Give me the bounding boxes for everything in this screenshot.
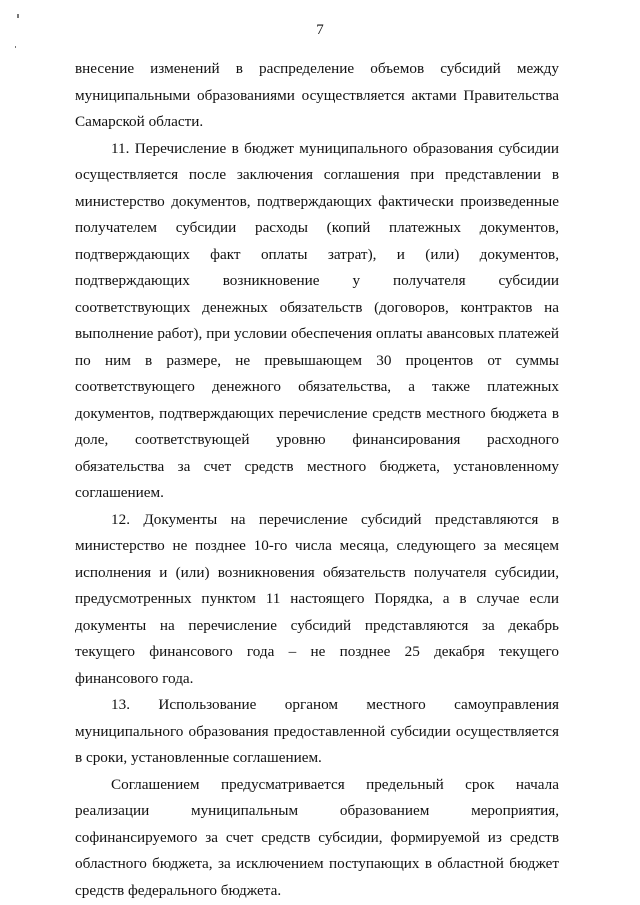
paragraph-clause-12: 12. Документы на перечисление субсидий представляются в министерство не позднее 10-го числа месяца, следующего за месяцем исполнения и (или) возникновения обязательств получателя субсидии, предусмотренных пунктом 11 настоящего Порядка, а в случае если документы на перечисление субсидий представляются за декабрь текущего финансового года – не позднее 25 декабря текущего финансового года. [75, 510, 559, 687]
paragraph-clause-11: 11. Перечисление в бюджет муниципального образования субсидии осуществляется после заключения соглашения при представлении в министерство документов, подтверждающих фактически произведенные получателем субсидии расходы (копий платежных документов, подтверждающих факт оплаты затрат), и (или) документов, подтверждающих возникновение у получателя субсидии соответствующих денежных обязательств (договоров, контрактов на выполнение работ), при условии обеспечения оплаты авансовых платежей по ним в размере, не превышающем 30 процентов от суммы соответствующего денежного обязательства, а также платежных документов, подтверждающих перечисление средств местного бюджета в доле, соответствующей уровню финансирования расходного обязательства за счет средств местного бюджета, установленному соглашением. [75, 139, 559, 501]
paragraph-clause-13: 13. Использование органом местного самоуправления муниципального образования предоставленной субсидии осуществляется в сроки, установленные соглашением. [75, 696, 559, 766]
scan-dot [15, 46, 16, 48]
paragraph-continuation: внесение изменений в распределение объемов субсидий между муниципальными образованиями осуществляется актами Правительства Самарской области. [75, 60, 559, 130]
document-body [75, 56, 559, 904]
scan-dot [17, 14, 19, 18]
paragraph-agreement-term: Соглашением предусматривается предельный срок начала реализации муниципальным образованием мероприятия, софинансируемого за счет средств субсидии, формируемой из средств областного бюджета, за исключением поступающих в областной бюджет средств федерального бюджета. [75, 775, 559, 899]
page-number: 7 [316, 22, 324, 38]
